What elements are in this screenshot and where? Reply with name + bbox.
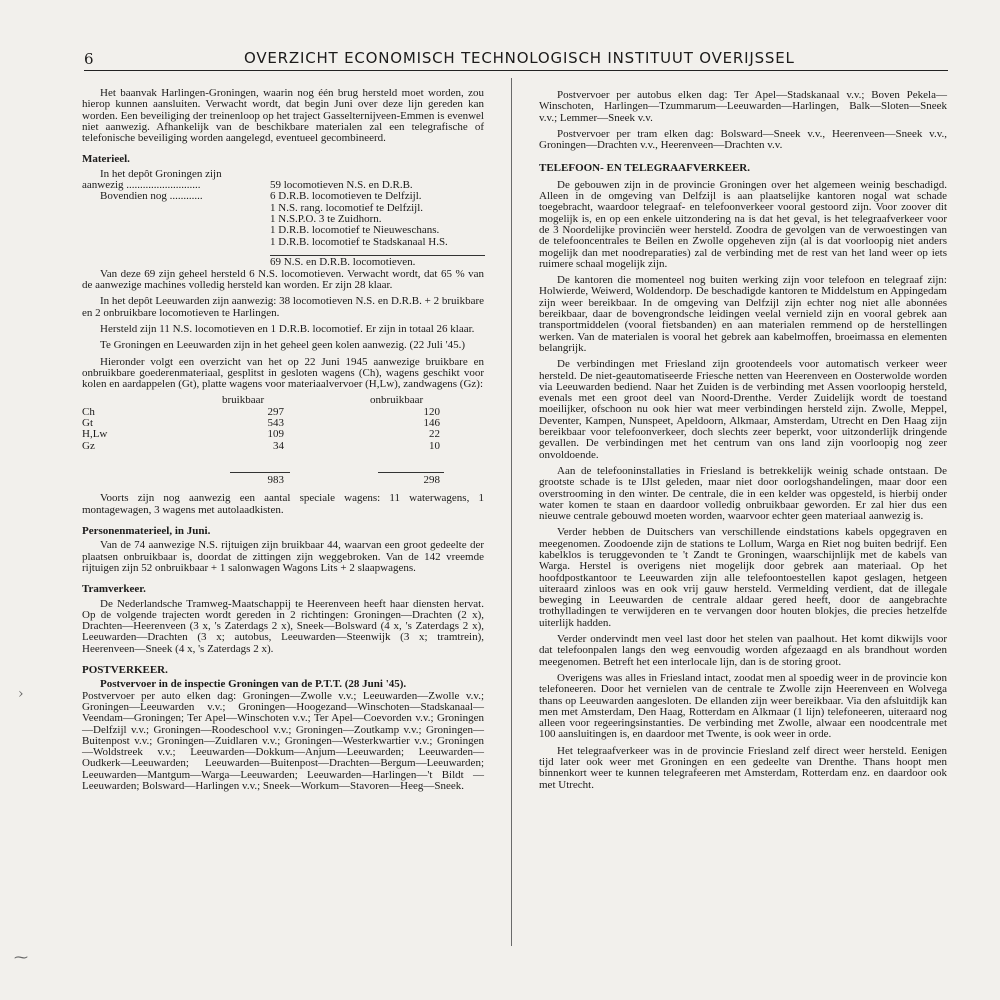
- table-cell: 22: [429, 428, 440, 441]
- section-heading-materieel: Materieel.: [82, 153, 130, 166]
- loco-total: 69 N.S. en D.R.B. locomotieven.: [270, 255, 416, 268]
- loco-label-depot: In het depôt Groningen zijn: [100, 167, 222, 180]
- paragraph-telefoon: De kantoren die momenteel nog buiten werking zijn voor telefoon en telegraaf zijn: Holwierde, Weiwerd, Woldendorp. De beschadigde kantoren te Middelstum en Appingedam zijn weer bereikbaar. In de omgeving van Delfzijl zijn echter nog niet alle abonnées bereikbaar, daar de bovengrondsche leidingen veelal vernield zijn en vooral gebrek aan transportmiddelen (vooral fietsbanden) en aan materialen remmend op de herstellingen werken. Van de materialen is vooral het gebrek aan kabelmoffen, broeimassa en elementen belangrijk.: [539, 274, 947, 354]
- paragraph-hersteld: Hersteld zijn 11 N.S. locomotieven en 1 D.R.B. locomotief. Er zijn in totaal 26 klaar.: [100, 322, 475, 335]
- paragraph-telefoon: Aan de telefooninstallaties in Friesland is betrekkelijk weinig schade ontstaan. De grootste schade is te IJlst geleden, maar niet door oorlogshandelingen, maar door een overstrooming in den winter. De centrale, die in een kelder was opgesteld, is hierbij onder water komen te staan en daardoor volledig onbruikbaar geworden. Er zal hier dus een nieuwe centrale gebouwd moeten worden, waarvoor echter geen materiaal aanwezig is.: [539, 464, 947, 523]
- table-cell-type: H,Lw: [82, 428, 108, 441]
- page-header: [84, 48, 948, 71]
- paragraph-kolen: Te Groningen en Leeuwarden zijn in het geheel geen kolen aanwezig. (22 Juli '45.): [100, 339, 465, 352]
- table-cell: 10: [429, 439, 440, 452]
- table-cell: 543: [267, 417, 284, 430]
- section-heading-personenmaterieel: Personenmaterieel, in Juni.: [82, 525, 211, 538]
- postverkeer-lead: Postvervoer in de inspectie Groningen van de P.T.T. (28 Juni '45).: [100, 678, 407, 691]
- paragraph-postvervoer-auto: Postvervoer per auto elken dag: Groningen—Zwolle v.v.; Leeuwarden—Zwolle v.v.; Groningen—Leeuwarden v.v.; Groningen—Hoogezand—Winschoten—Stadskanaal—Veendam—Groningen; Ter Apel—Winschoten v.v.; Ter Apel—Coevorden v.v.; Groningen—Delfzijl v.v.; Groningen—Roodeschool v.v.; Groningen—Zoutkamp v.v.; Groningen—Buitenpost v.v.; Groningen—Zuidlaren v.v.; Groningen—Westerkwartier v.v.; Groningen—Woldstreek v.v.; Leeuwarden—Dokkum—Anjum—Leeuwarden; Leeuwarden—Oudkerk—Leeuwarden; Leeuwarden—Buitenpost—Drachten—Bergum—Leeuwarden; Leeuwarden—Mantgum—Warga—Leeuwarden; Leeuwarden—Harlingen—'t Bildt —Leeuwarden; Bolsward—Harlingen v.v.; Sneek—Workum—Stavoren—Heeg—Sneek.: [82, 689, 484, 792]
- paragraph-telefoon: Overigens was alles in Friesland intact, zoodat men al spoedig weer in de provincie kon telefoneeren. Door het vernielen van de centrale te Zwolle zijn Heerenveen en Wolvega thans op Leeuwarden aangesloten. De ellanden zijn weer bereikbaar. Via den afsluitdijk kan men met Amsterdam, Den Haag, Rotterdam en Alkmaar (1 lijn) telefoneeren, uiteraard nog alleen voor regeeringsinstanties. De verbinding met Zwolle, alwaar een noodcentrale met 100 aansluitingen is, en daardoor met Twente, is ook weer in orde.: [539, 671, 947, 741]
- pencil-mark: ›: [18, 686, 24, 702]
- pencil-mark: ⁓: [14, 950, 28, 966]
- paragraph-postvervoer-tram: Postvervoer per tram elken dag: Bolsward—Sneek v.v., Heerenveen—Sneek v.v., Groningen—Drachten v.v., Heerenveen—Drachten v.v.: [539, 127, 947, 152]
- left-column: [82, 88, 484, 797]
- sum-rule: [230, 472, 290, 473]
- paragraph-personenmaterieel: Van de 74 aanwezige N.S. rijtuigen zijn bruikbaar 44, waarvan een groot gedeelte der plaatsen onbruikbaar is, doordat de zittingen zijn weggebroken. Van de 142 vreemde rijtuigen zijn 52 onbruikbaar + 1 salonwagen Wagons Lits + 2 slaapwagens.: [82, 539, 484, 574]
- section-heading-tramverkeer: Tramverkeer.: [82, 583, 146, 596]
- table-cell-type: Ch: [82, 405, 95, 418]
- table-cell: 109: [267, 428, 284, 441]
- sum-rule: [378, 472, 444, 473]
- table-header: onbruikbaar: [370, 394, 424, 407]
- publication-title: OVERZICHT ECONOMISCH TECHNOLOGISCH INSTITUUT OVERIJSSEL: [244, 49, 795, 67]
- section-heading-telefoon: TELEFOON- EN TELEGRAAFVERKEER.: [539, 162, 750, 175]
- locomotive-list: [82, 169, 484, 267]
- table-header: bruikbaar: [222, 394, 265, 407]
- loco-item: 6 D.R.B. locomotieven te Delfzijl.: [270, 190, 422, 203]
- paragraph-leeuwarden-depot: In het depôt Leeuwarden zijn aanwezig: 38 locomotieven N.S. en D.R.B. + 2 bruikbare en 2 onbruikbare locomotieven te Harlingen.: [82, 295, 484, 319]
- paragraph-telefoon: De gebouwen zijn in de provincie Groningen over het algemeen weinig beschadigd. Alleen in de omgeving van Delfzijl is aan plaatselijke kantoren nogal wat schade toegebracht, waardoor telegraaf- en telefoonverkeer vooral gestoord zijn. Voor zoover dit mogelijk is, en op een enkele uitzondering na is dat het geval, is het telegraafverkeer voor de 3 Noordelijke provinciën weer hersteld. Zoodra de gevolgen van de verwoestingen van de telefooncentrales te Beilen en Zwolle opgeheven zijn (al is dat voorloopig niet anders mogelijk dan met noodreparaties) zal de verbinding met de rest van het land weer op iets ruimere schaal mogelijk zijn.: [539, 178, 947, 270]
- section-heading-postverkeer: POSTVERKEER.: [82, 664, 168, 677]
- paragraph-telefoon: De verbindingen met Friesland zijn grootendeels voor automatisch verkeer weer hersteld. De niet-geautomatiseerde Friesche netten van Heerenveen en Oosterwolde worden via Leeuwarden bediend. Naar het Zuiden is de verbinding met Assen voorloopig hersteld, evenals met een groot deel van Noord-Drenthe. Verder Zuidelijk wordt de toestand moeilijker, ofschoon nu ook hier wat meer verbindingen hersteld zijn. Zwolle, Meppel, Deventer, Kampen, Nunspeet, Apeldoorn, Alkmaar, Amsterdam, Utrecht en Den Haag zijn bereikbaar voor telefoonverkeer, doch slechts zeer beperkt, voor uitzonderlijk dringende gevallen. De verbindingen met het centrum van ons land zijn voorloopig nog zeer onvoldoende.: [539, 358, 947, 461]
- right-column: [539, 90, 947, 796]
- paragraph-69: Van deze 69 zijn geheel hersteld 6 N.S. locomotieven. Verwacht wordt, dat 65 % van de aanwezige machines volledig hersteld kan worden. Er zijn 28 klaar.: [82, 267, 484, 292]
- paragraph-postvervoer-autobus: Postvervoer per autobus elken dag: Ter Apel—Stadskanaal v.v.; Boven Pekela—Winschoten, Harlingen—Tzummarum—Leeuwarden—Harlingen, Balk—Sloten—Sneek v.v.; Lemmer—Sneek v.v.: [539, 89, 947, 124]
- paragraph-telefoon: Verder ondervindt men veel last door het stelen van paalhout. Het komt dikwijls voor dat telefoonpalen langs den weg eenvoudig worden afgezaagd en als brandhout worden meegenomen. Betreft het een interlocale lijn, dan is de storing groot.: [539, 633, 947, 668]
- loco-item: 1 N.S.P.O. 3 te Zuidhorn.: [270, 212, 382, 225]
- paragraph-speciale-wagens: Voorts zijn nog aanwezig een aantal speciale wagens: 11 waterwagens, 1 montagewagen, 3 wagens met autolaadkisten.: [82, 492, 484, 516]
- loco-item: 59 locomotieven N.S. en D.R.B.: [270, 179, 413, 192]
- table-total: 298: [423, 474, 440, 487]
- loco-item: 1 D.R.B. locomotief te Nieuweschans.: [270, 224, 440, 237]
- column-divider: [511, 78, 512, 946]
- page-number: 6: [84, 50, 94, 68]
- paragraph-tramverkeer: De Nederlandsche Tramweg-Maatschappij te Heerenveen heeft haar diensten hervat. Op de volgende trajecten wordt gereden in 2 richtingen: Groningen—Drachten (2 x), Drachten—Heerenveen (3 x, 's Zaterdags 2 x), Sneek—Bolsward (4 x, 's Zaterdags 2 x), Leeuwarden—Drachten (3 x; autobus, Leeuwarden—Steenwijk (3 x; tramtrein), Heerenveen—Sneek (4 x, 's Zaterdags 2 x).: [82, 597, 484, 655]
- loco-item: 1 D.R.B. locomotief te Stadskanaal H.S.: [270, 235, 448, 248]
- intro-paragraph: Het baanvak Harlingen-Groningen, waarin nog één brug hersteld moet worden, zou hierop kunnen aansluiten. Verwacht wordt, dat begin Juni over deze lijn gereden kan worden. Een beveiliging der treinenloop op het traject Gasselternijveen-Emmen is evenwel niet aanwezig. Afhankelijk van de beschikbare materialen zal een telegrafische of telefonische beveiliging worden aangelegd, eventueel gecombineerd.: [82, 87, 484, 145]
- table-cell: 146: [423, 417, 440, 430]
- table-total: 983: [267, 474, 284, 487]
- table-cell: 297: [267, 405, 284, 418]
- table-cell: 34: [273, 439, 284, 452]
- loco-item: 1 N.S. rang. locomotief te Delfzijl.: [270, 201, 424, 214]
- paragraph-telefoon: Verder hebben de Duitschers van verschillende eindstations kabels opgegraven en meegenomen. Zoodoende zijn de stations te Lollum, Warga en Riet nog buiten bedrijf. Een kabelklos is teruggevonden te 't Zandt te Groningen, waarschijnlijk met de kabels van Warga. Herstel is overigens niet mogelijk door gebrek aan materiaal. Op het hoofdpostkantoor te Leeuwarden zijn alle telefoontoestellen kapot geslagen, hetgeen uiteraard zinloos was en ook vrij gauw hersteld. Vermelding verdient, dat de illegale beweging in Leeuwarden de centrale aldaar gered heeft, door de aangebrachte trothylladingen te verwijderen en te vervangen door houten blokjes, die precies hetzelfde uiterlijk hadden.: [539, 526, 947, 629]
- table-cell-type: Gz: [82, 439, 95, 452]
- loco-label-aanwezig: aanwezig ...........................: [82, 179, 201, 192]
- loco-label-bovendien: Bovendien nog ............: [100, 190, 203, 203]
- paragraph-telefoon: Het telegraafverkeer was in de provincie Friesland zelf direct weer hersteld. Eenigen tijd later ook weer met Groningen en een gedeelte van Drenthe. Thans hoopt men binnenkort weer te kunnen telegrafeeren met Amsterdam, Rotterdam enz. en daardoor ook met Utrecht.: [539, 744, 947, 791]
- wagon-table: [82, 395, 484, 487]
- paragraph-wagens: Hieronder volgt een overzicht van het op 22 Juni 1945 aanwezige bruikbare en onbruikbare goederenmateriaal, gesplitst in gesloten wagens (Ch), wagens geschikt voor kolen en aardappelen (Gt), platte wagens voor materiaalvervoer (H,Lw), zandwagens (Gz):: [82, 355, 484, 391]
- table-cell-type: Gt: [82, 417, 93, 430]
- table-cell: 120: [423, 405, 440, 418]
